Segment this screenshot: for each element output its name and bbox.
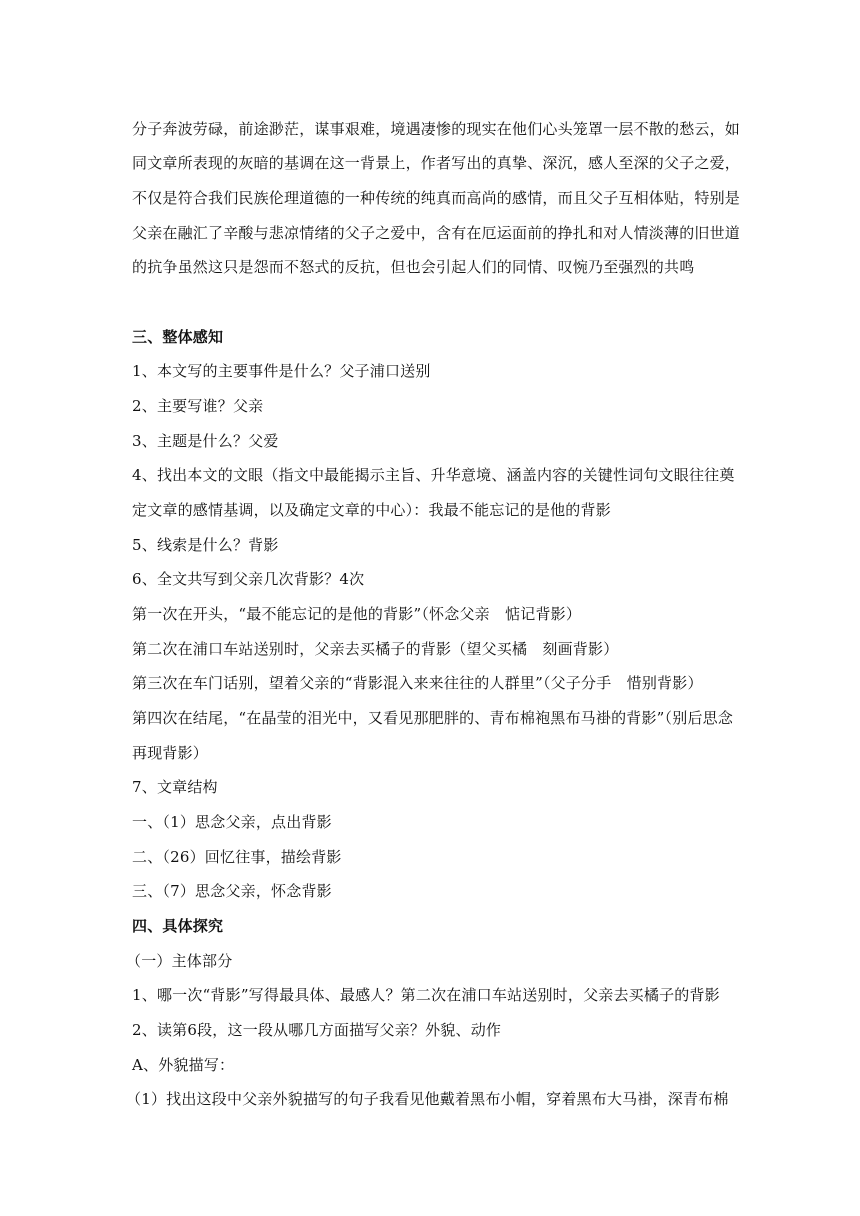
section4-line-1: （一）主体部分 — [126, 952, 233, 970]
section3-line-5: 定文章的感情基调，以及确定文章的中心）：我最不能忘记的是他的背影 — [132, 501, 611, 519]
section3-line-11: 第四次在结尾，“在晶莹的泪光中，又看见那肥胖的、青布棉袍黑布马褂的背影”（别后思念 — [132, 709, 734, 727]
section3-line-13: 7、文章结构 — [132, 778, 218, 796]
section4-heading: 四、具体探究 — [132, 917, 224, 935]
section3-line-2: 2、主要写谁？父亲 — [132, 397, 264, 415]
section3-line-15: 二、（26）回忆往事，描绘背影 — [132, 848, 342, 866]
section3-line-8: 第一次在开头，“最不能忘记的是他的背影”（怀念父亲 惦记背影） — [132, 605, 582, 623]
section4-line-5: （1）找出这段中父亲外貌描写的句子我看见他戴着黑布小帽，穿着黑布大马褂，深青布棉 — [126, 1090, 729, 1108]
section3-line-1: 1、本文写的主要事件是什么？父子浦口送别 — [132, 362, 431, 380]
section3-heading: 三、整体感知 — [132, 328, 224, 346]
intro-line-1: 分子奔波劳碌，前途渺茫，谋事艰难，境遇凄惨的现实在他们心头笼罩一层不散的愁云，如 — [132, 120, 741, 138]
section3-line-14: 一、（1）思念父亲，点出背影 — [132, 813, 332, 831]
section3-line-10: 第三次在车门话别，望着父亲的“背影混入来来往往的人群里”（父子分手 惜别背影） — [132, 674, 703, 692]
section3-line-16: 三、（7）思念父亲，怀念背影 — [132, 882, 332, 900]
section3-line-6: 5、线索是什么？背影 — [132, 536, 279, 554]
intro-line-2: 同文章所表现的灰暗的基调在这一背景上，作者写出的真挚、深沉，感人至深的父子之爱， — [132, 154, 741, 172]
section3-line-3: 3、主题是什么？父爱 — [132, 432, 279, 450]
section3-line-12: 再现背影） — [132, 744, 209, 762]
section3-line-7: 6、全文共写到父亲几次背影？4次 — [132, 570, 365, 588]
intro-line-3: 不仅是符合我们民族伦理道德的一种传统的纯真而高尚的感情，而且父子互相体贴，特别是 — [132, 189, 741, 207]
section3-line-4: 4、找出本文的文眼（指文中最能揭示主旨、升华意境、涵盖内容的关键性词句文眼往往奠 — [132, 466, 735, 484]
intro-line-5: 的抗争虽然这只是怨而不怒式的反抗，但也会引起人们的同情、叹惋乃至强烈的共鸣 — [132, 258, 695, 276]
section4-line-4: A、外貌描写： — [132, 1056, 235, 1074]
section4-line-3: 2、读第6段，这一段从哪几方面描写父亲？外貌、动作 — [132, 1021, 502, 1039]
intro-line-4: 父亲在融汇了辛酸与悲凉情绪的父子之爱中，含有在厄运面前的挣扎和对人情淡薄的旧世道 — [132, 224, 741, 242]
section3-line-9: 第二次在浦口车站送别时，父亲去买橘子的背影（望父买橘 刻画背影） — [132, 640, 619, 658]
section4-line-2: 1、哪一次“背影”写得最具体、最感人？第二次在浦口车站送别时，父亲去买橘子的背影 — [132, 986, 720, 1004]
